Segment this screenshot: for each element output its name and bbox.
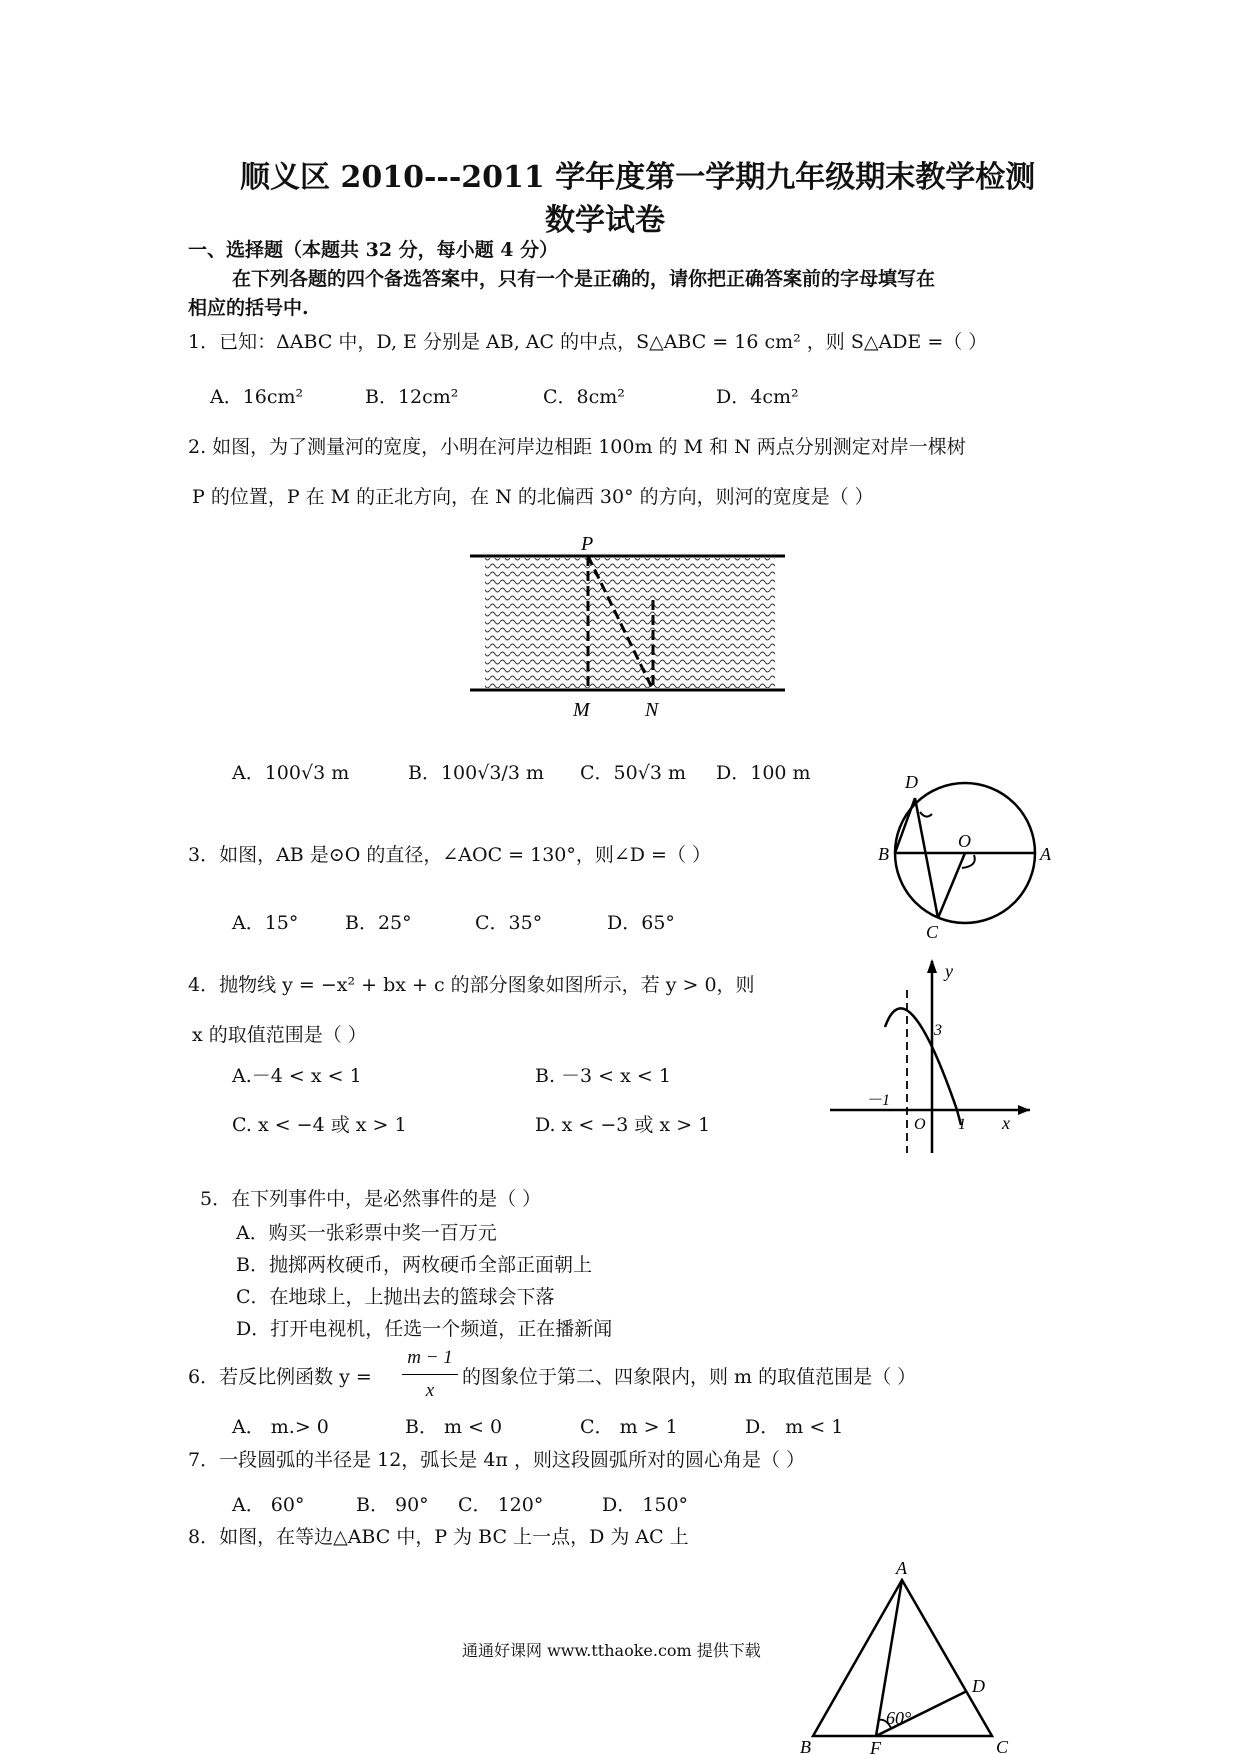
q2-river-figure (460, 530, 800, 720)
q1-option-b: B．12cm² (365, 386, 459, 408)
q2-option-c: C．50√3 m (580, 762, 686, 784)
q6-stem-pre: 6．若反比例函数 y = (188, 1366, 372, 1388)
q4-option-b: B. －3 < x < 1 (535, 1065, 671, 1087)
q6-option-b: B． m < 0 (405, 1416, 503, 1438)
label-angle-60: 60° (886, 1708, 912, 1728)
q5-option-b: B．抛掷两枚硬币，两枚硬币全部正面朝上 (236, 1254, 592, 1276)
q7-option-a: A． 60° (232, 1494, 305, 1516)
label-c: C (926, 922, 939, 942)
q4-option-c: C. x < −4 或 x > 1 (232, 1114, 407, 1136)
label-d: D (972, 1676, 985, 1696)
q1-stem: 1．已知：ΔABC 中，D, E 分别是 AB, AC 的中点，S△ABC = 16 cm² ，则 S△ADE =（ ） (188, 331, 988, 353)
q5-stem: 5．在下列事件中，是必然事件的是（ ） (200, 1188, 542, 1210)
label-b: B (800, 1737, 811, 1754)
page-subtitle: 数学试卷 (545, 203, 665, 238)
q2-option-a: A．100√3 m (232, 762, 350, 784)
q6-fraction-bar (402, 1374, 458, 1375)
label-3: 3 (934, 1022, 942, 1039)
q3-option-d: D．65° (607, 912, 675, 934)
label-a: A (896, 1558, 907, 1578)
q6-fraction-numerator: m − 1 (407, 1347, 453, 1368)
footer-source: 通通好课网 www.tthaoke.com 提供下载 (462, 1641, 761, 1660)
label-origin: O (914, 1116, 926, 1133)
q3-option-c: C．35° (475, 912, 543, 934)
river-water (485, 558, 775, 688)
label-d: D (905, 772, 918, 792)
q3-stem: 3．如图，AB 是⊙O 的直径，∠AOC = 130°，则∠D =（ ） (188, 844, 712, 866)
label-m: M (573, 699, 590, 720)
section-heading: 一、选择题（本题共 32 分，每小题 4 分） (188, 239, 559, 261)
q1-option-a: A．16cm² (210, 386, 304, 408)
parabola-curve (885, 1008, 961, 1125)
q2-stem-line1: 2. 如图，为了测量河的宽度，小明在河岸边相距 100m 的 M 和 N 两点分别测定对岸一棵树 (188, 436, 966, 458)
label-f: F (870, 1738, 881, 1754)
label-b: B (878, 844, 889, 864)
page-title: 顺义区 2010---2011 学年度第一学期九年级期末教学检测 (240, 160, 1036, 195)
q4-option-a: A.－4 < x < 1 (232, 1065, 362, 1087)
chord-bd (895, 798, 915, 853)
q6-option-c: C． m > 1 (580, 1416, 678, 1438)
label-y: y (945, 961, 953, 981)
label-x: x (1002, 1113, 1010, 1133)
q2-option-d: D．100 m (716, 762, 811, 784)
q7-option-b: B． 90° (356, 1494, 429, 1516)
label-n: N (645, 699, 659, 720)
q2-stem-line2: P 的位置，P 在 M 的正北方向，在 N 的北偏西 30° 的方向，则河的宽度是（ ） (192, 486, 874, 508)
q1-option-c: C．8cm² (543, 386, 625, 408)
angle-d-arc (920, 812, 932, 817)
q5-option-a: A．购买一张彩票中奖一百万元 (236, 1222, 497, 1244)
label-c: C (996, 1737, 1009, 1754)
q2-option-b: B．100√3/3 m (408, 762, 544, 784)
q4-parabola-figure (820, 955, 1040, 1155)
q6-option-a: A． m.> 0 (232, 1416, 329, 1438)
label-p: P (581, 533, 594, 555)
q5-option-d: D．打开电视机，任选一个频道，正在播新闻 (236, 1318, 613, 1340)
q7-option-c: C． 120° (458, 1494, 544, 1516)
label-one: 1 (958, 1116, 966, 1133)
section-instruction-2: 相应的括号中. (188, 297, 309, 319)
label-a: A (1040, 844, 1051, 864)
q1-option-d: D．4cm² (716, 386, 799, 408)
q4-stem-line2: x 的取值范围是（ ） (192, 1024, 367, 1046)
q7-option-d: D． 150° (602, 1494, 689, 1516)
label-neg1: －1 (866, 1092, 891, 1109)
q3-circle-figure (870, 770, 1060, 945)
q3-option-a: A．15° (232, 912, 299, 934)
q6-fraction-denominator: x (425, 1380, 435, 1401)
q3-option-b: B．25° (345, 912, 412, 934)
q6-option-d: D． m < 1 (745, 1416, 844, 1438)
q8-stem: 8．如图，在等边△ABC 中，P 为 BC 上一点，D 为 AC 上 (188, 1526, 689, 1548)
q5-option-c: C．在地球上，上抛出去的篮球会下落 (236, 1286, 555, 1308)
section-instruction-1: 在下列各题的四个备选答案中，只有一个是正确的，请你把正确答案前的字母填写在 (232, 268, 936, 290)
y-axis-arrow (927, 959, 937, 973)
q6-stem-post: 的图象位于第二、四象限内，则 m 的取值范围是（ ） (462, 1366, 917, 1388)
x-axis-arrow (1018, 1105, 1030, 1115)
radius-oc (938, 853, 965, 918)
q4-option-d: D. x < −3 或 x > 1 (535, 1114, 711, 1136)
q4-stem-line1: 4．抛物线 y = −x² + bx + c 的部分图象如图所示，若 y > 0，则 (188, 974, 755, 996)
label-o: O (958, 831, 971, 851)
q8-triangle-figure (790, 1558, 1020, 1754)
q7-stem: 7．一段圆弧的半径是 12，弧长是 4π ，则这段圆弧所对的圆心角是（ ） (188, 1449, 806, 1471)
